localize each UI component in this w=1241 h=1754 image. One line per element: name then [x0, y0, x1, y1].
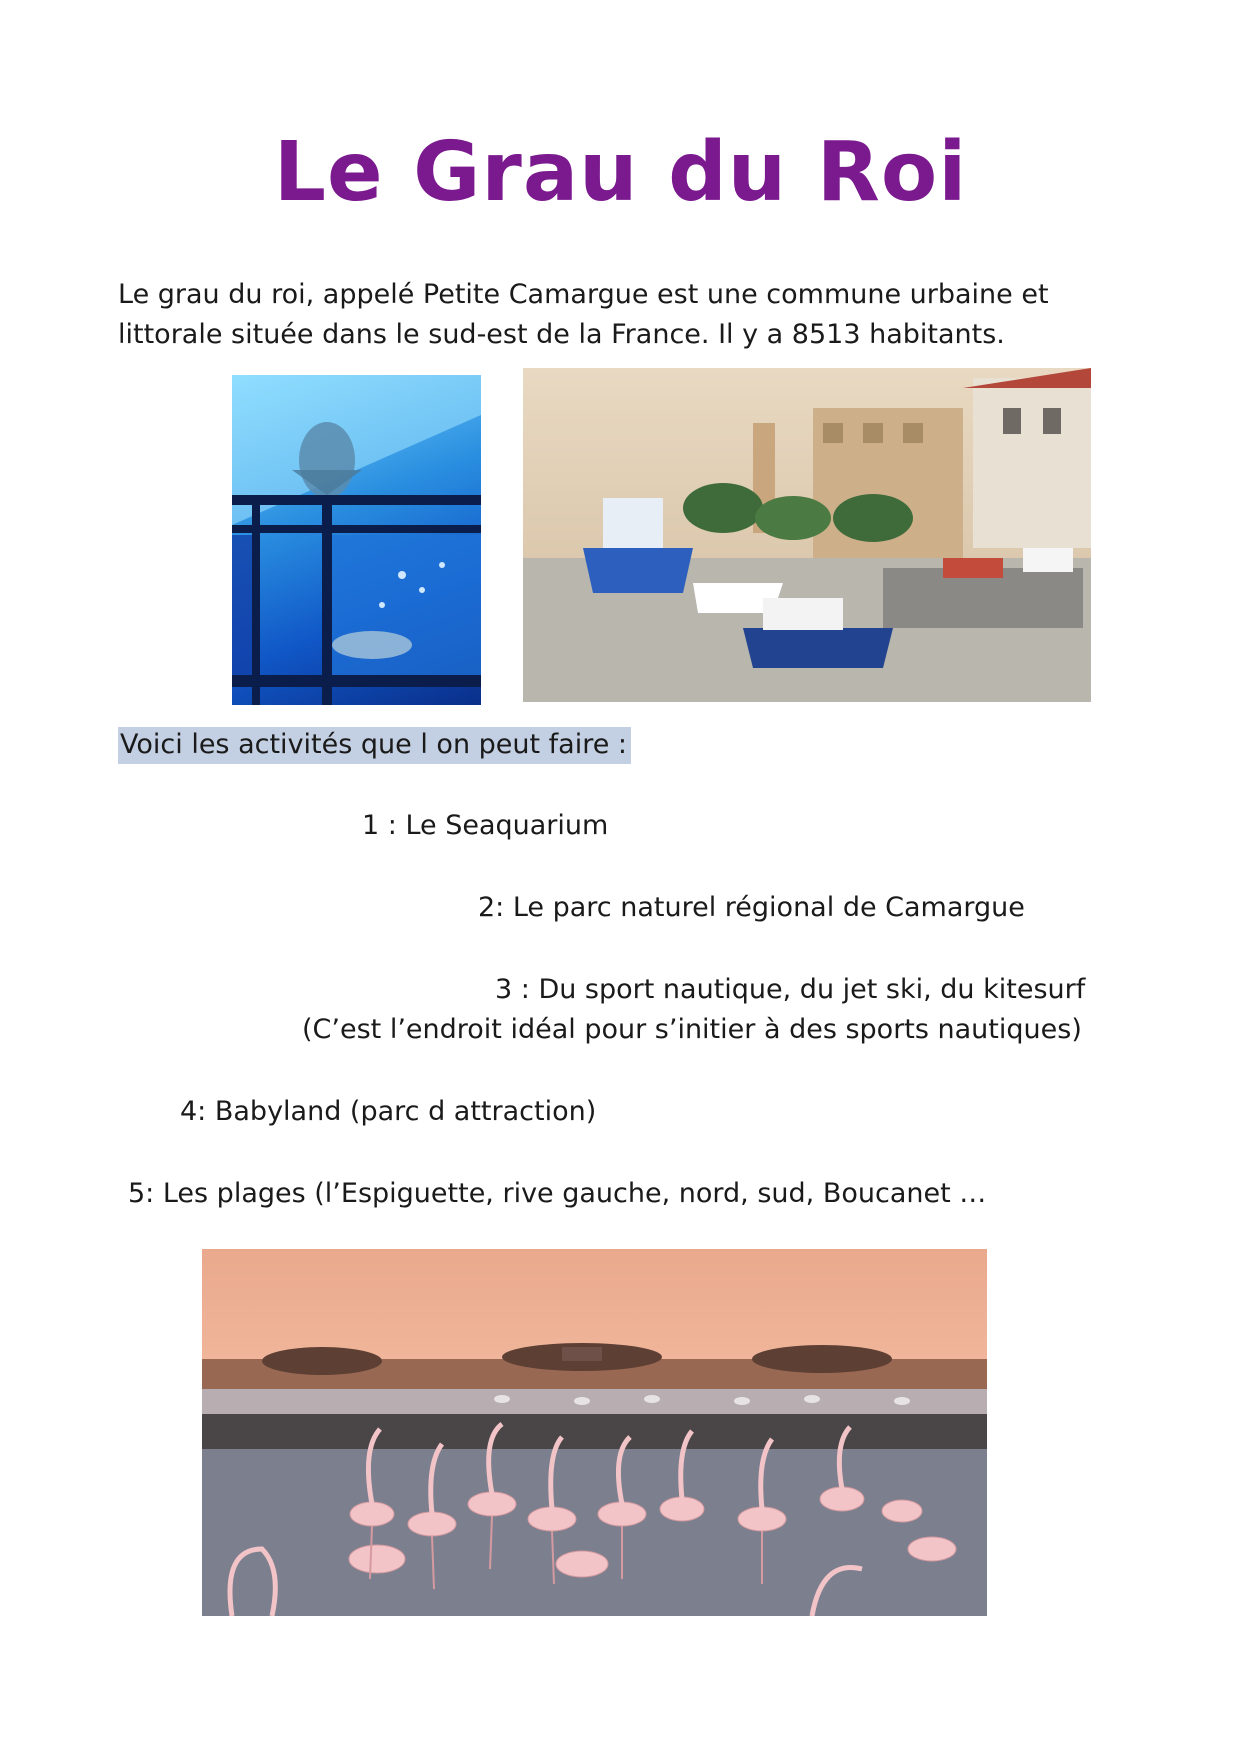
activity-item-5: 5: Les plages (l’Espiguette, rive gauche, nord, sud, Boucanet …: [128, 1178, 987, 1209]
flamingo-photo: [202, 1249, 987, 1616]
intro-paragraph: Le grau du roi, appelé Petite Camargue est une commune urbaine et littorale située dans le sud-est de la France. Il y a 8513 habitants.: [118, 279, 1049, 350]
activity-item-4: 4: Babyland (parc d attraction): [180, 1096, 597, 1127]
page-title: Le Grau du Roi: [273, 125, 968, 220]
seaquarium-photo: [232, 375, 481, 705]
activities-heading: Voici les activités que l on peut faire :: [118, 727, 631, 764]
activity-item-3: 3 : Du sport nautique, du jet ski, du kitesurf: [495, 974, 1086, 1005]
activity-item-2: 2: Le parc naturel régional de Camargue: [478, 892, 1025, 923]
activity-item-3-note: (C’est l’endroit idéal pour s’initier à des sports nautiques): [302, 1014, 1082, 1045]
harbour-photo: [523, 368, 1091, 702]
activity-item-1: 1 : Le Seaquarium: [362, 810, 609, 841]
